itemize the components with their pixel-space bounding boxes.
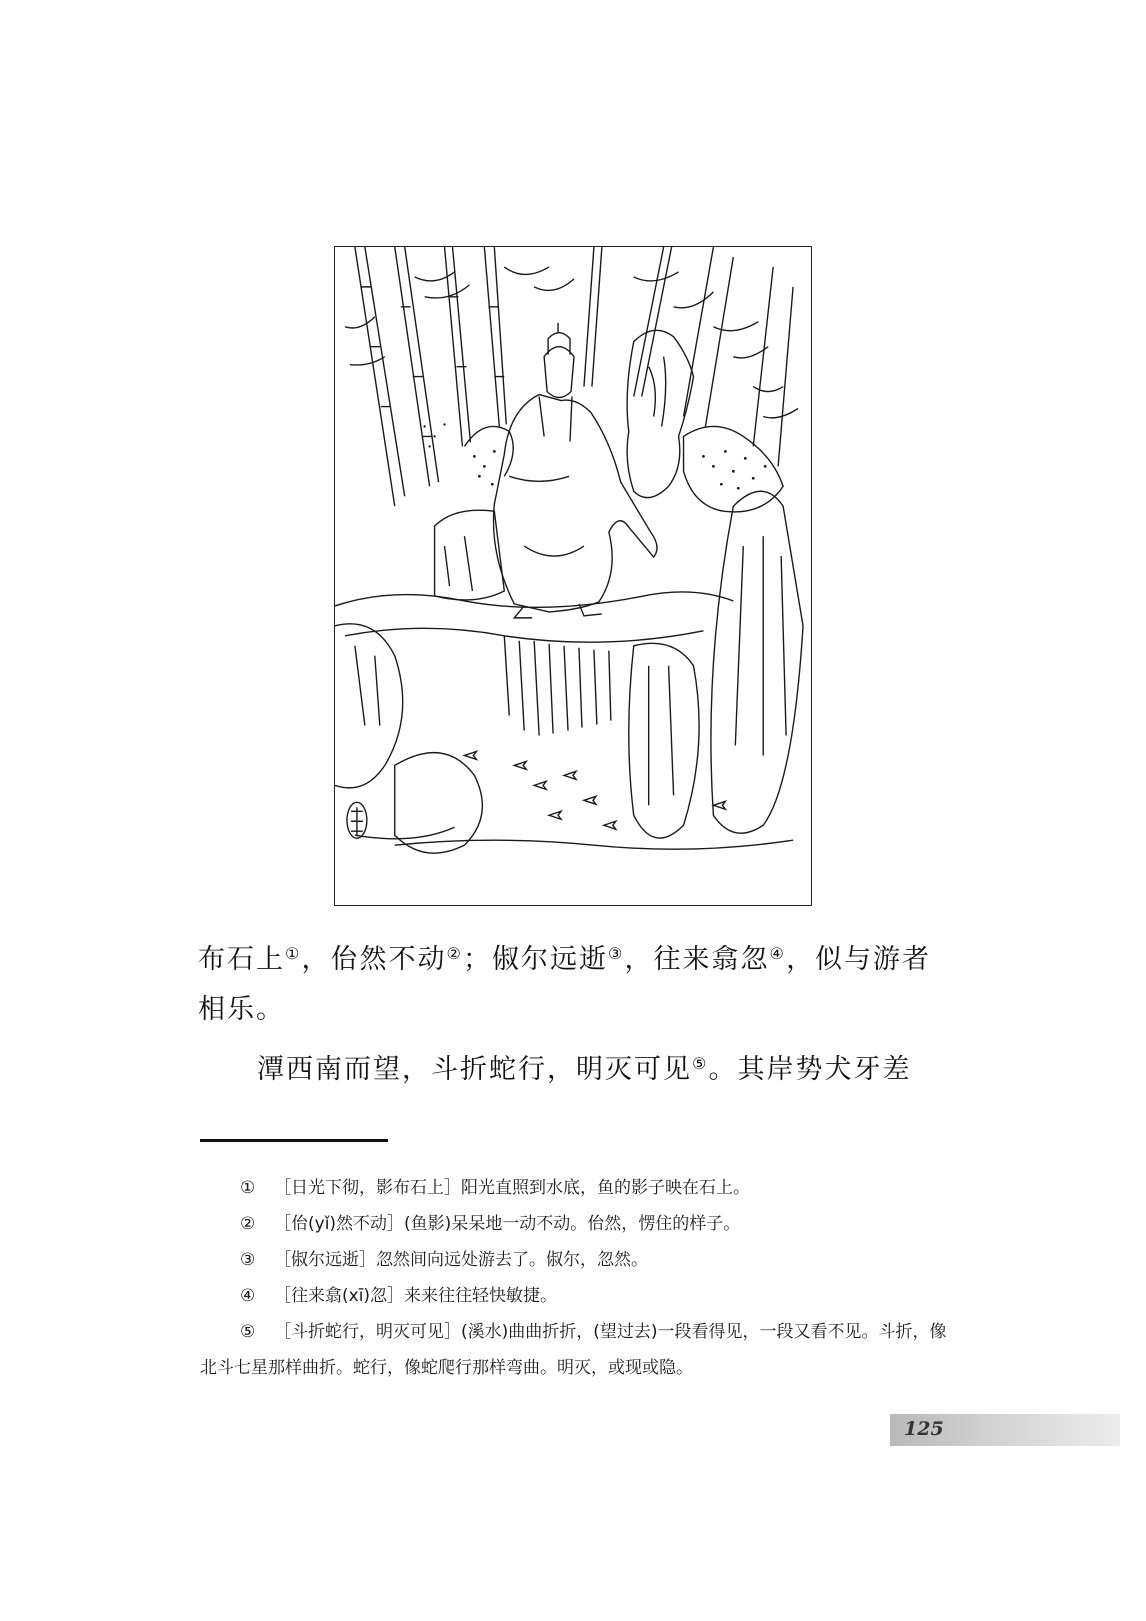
main-text-segment: ，往来翕忽 xyxy=(624,944,770,975)
footnote-ref[interactable]: ④ xyxy=(769,944,787,964)
footnote-ref[interactable]: ② xyxy=(446,944,464,964)
footnote-ref[interactable]: ③ xyxy=(608,944,625,964)
footnotes xyxy=(200,1170,948,1386)
footnote-number: ③ xyxy=(240,1250,256,1270)
footnote-number: ② xyxy=(240,1214,256,1234)
main-text-segment: 。其岸势犬牙差 xyxy=(708,1054,912,1085)
footnote-text: ［日光下彻，影布石上］阳光直照到水底，鱼的影子映在石上。 xyxy=(274,1178,750,1198)
footnote-number: ④ xyxy=(240,1286,256,1306)
main-text xyxy=(198,935,948,1095)
main-text-segment: ；俶尔远逝 xyxy=(463,944,609,975)
main-text-segment: ，佁然不动 xyxy=(301,944,447,975)
page-number: 125 xyxy=(904,1418,944,1440)
footnote-ref[interactable]: ⑤ xyxy=(692,1054,709,1074)
footnote-text: ［俶尔远逝］忽然间向远处游去了。俶尔，忽然。 xyxy=(274,1250,648,1270)
main-text-segment: 布石上 xyxy=(198,944,285,975)
scholar-by-stream-illustration-icon xyxy=(335,247,811,905)
footnote-number: ① xyxy=(240,1178,256,1198)
footnote-item xyxy=(200,1314,948,1386)
footnote-text: ［往来翕(xī)忽］来来往往轻快敏捷。 xyxy=(274,1286,558,1306)
main-text-segment: 潭西南而望，斗折蛇行，明灭可见 xyxy=(257,1054,692,1085)
footnote-text: ［斗折蛇行，明灭可见］(溪水)曲曲折折，(望过去)一段看得见，一段又看不见。斗折，像北斗七星那样曲折。蛇行，像蛇爬行那样弯曲。明灭，或现或隐。 xyxy=(200,1322,947,1378)
footnote-item xyxy=(200,1206,948,1242)
page-number-tab xyxy=(890,1414,1120,1446)
main-paragraph-continuation xyxy=(198,935,948,1035)
main-text-segment: ，似与游者 xyxy=(786,944,932,975)
footnote-item xyxy=(200,1278,948,1314)
footnote-item xyxy=(200,1242,948,1278)
main-paragraph-new xyxy=(198,1045,948,1095)
illustration-frame xyxy=(334,246,812,906)
footnote-divider xyxy=(200,1139,388,1142)
main-text-segment: 相乐。 xyxy=(198,994,285,1025)
footnote-item xyxy=(200,1170,948,1206)
footnote-text: ［佁(yǐ)然不动］(鱼影)呆呆地一动不动。佁然，愣住的样子。 xyxy=(274,1214,741,1234)
footnote-number: ⑤ xyxy=(240,1322,256,1342)
footnote-ref[interactable]: ① xyxy=(285,944,302,964)
